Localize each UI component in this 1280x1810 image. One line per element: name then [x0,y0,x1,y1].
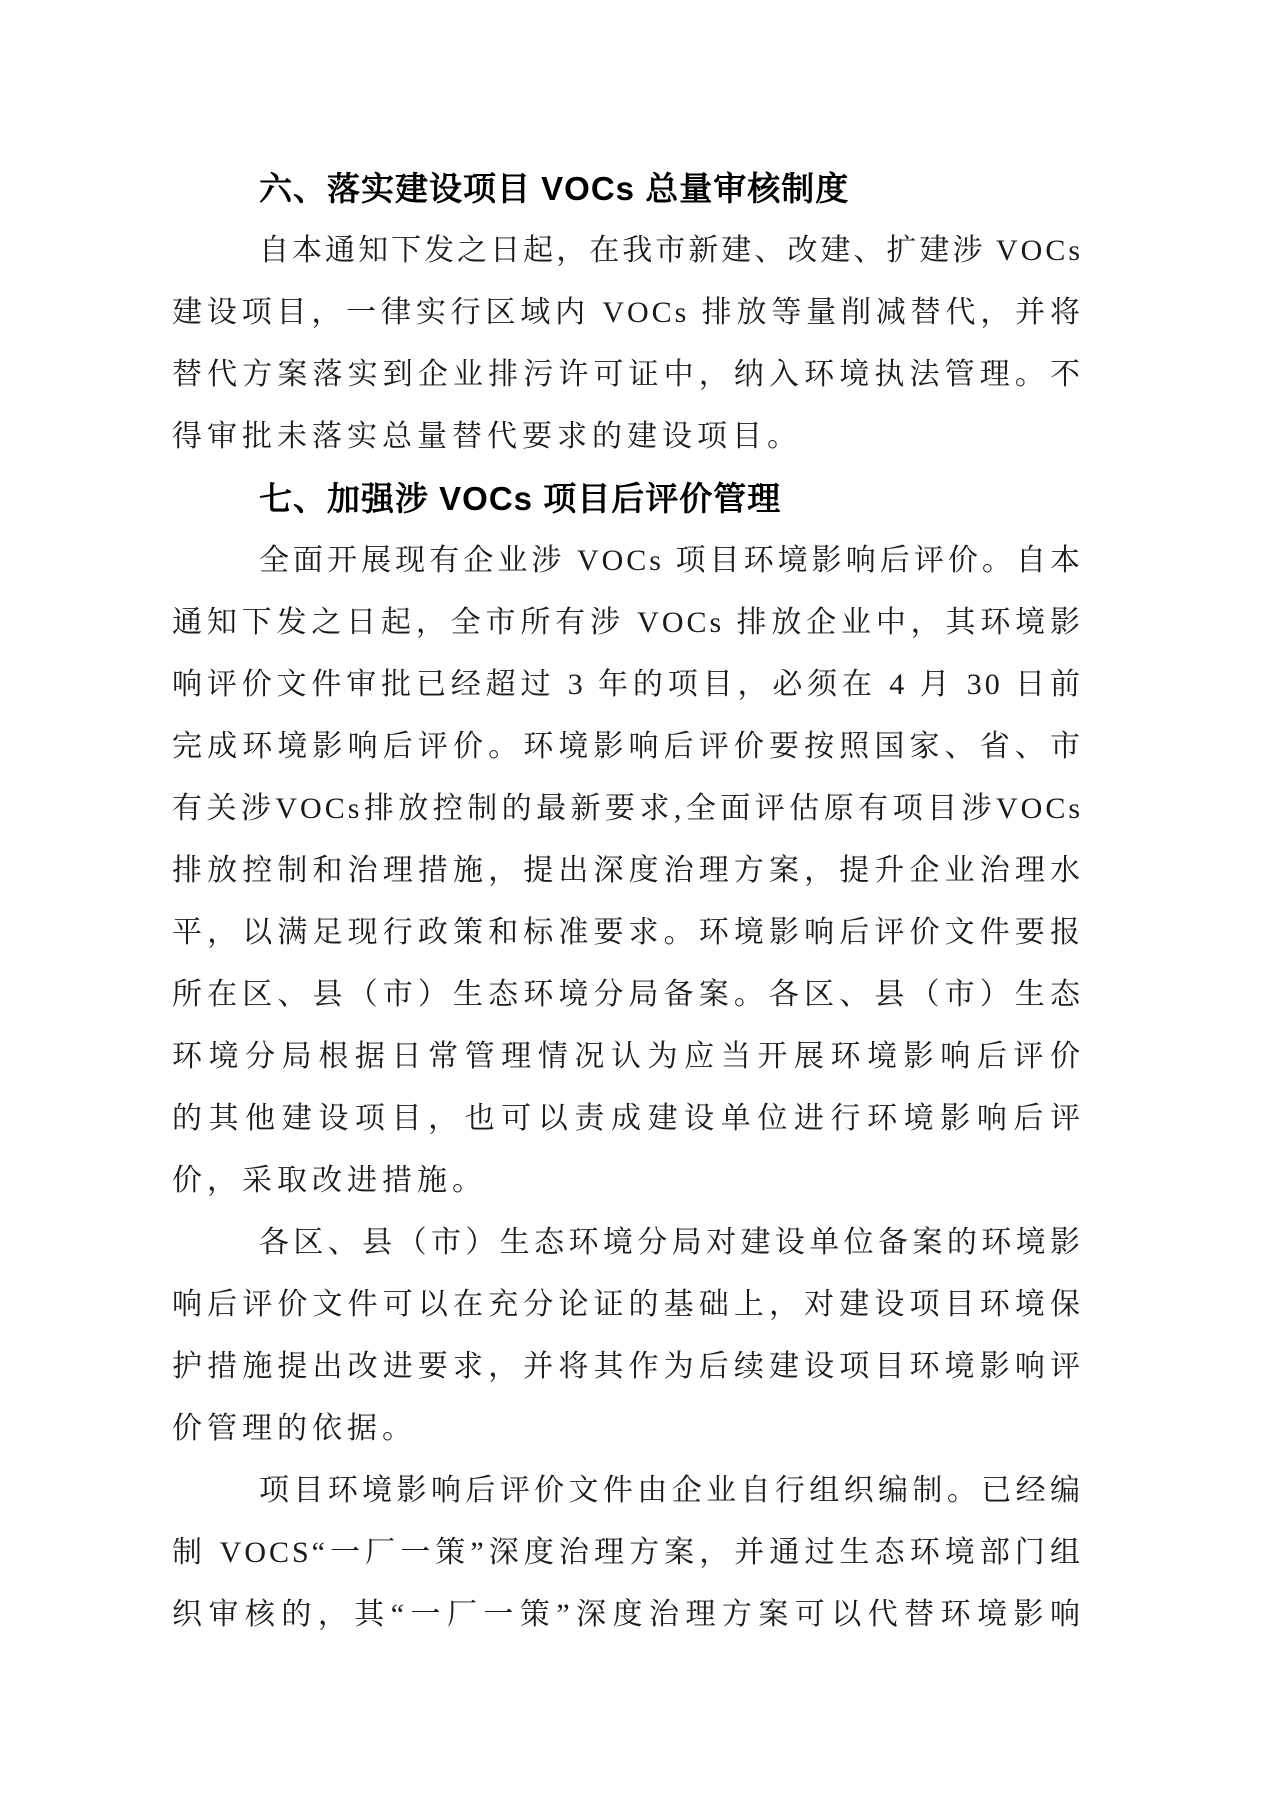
text-line: 替代方案落实到企业排污许可证中，纳入环境执法管理。不 [172,358,1083,391]
text-line: 所在区、县（市）生态环境分局备案。各区、县（市）生态 [172,978,1083,1011]
text-line: 项目环境影响后评价文件由企业自行组织编制。已经编 [259,1474,1083,1507]
text-line: 各区、县（市）生态环境分局对建设单位备案的环境影 [259,1226,1083,1259]
section-heading: 六、落实建设项目 VOCs 总量审核制度 [259,170,850,207]
text-line: 护措施提出改进要求，并将其作为后续建设项目环境影响评 [172,1350,1083,1383]
text-line: 的其他建设项目，也可以责成建设单位进行环境影响后评 [172,1102,1083,1135]
text-line: 织审核的，其“一厂一策”深度治理方案可以代替环境影响 [172,1598,1083,1631]
text-line: 有关涉VOCs排放控制的最新要求,全面评估原有项目涉VOCs [172,792,1083,825]
text-line: 建设项目，一律实行区域内 VOCs 排放等量削减替代，并将 [172,296,1083,329]
text-line: 响后评价文件可以在充分论证的基础上，对建设项目环境保 [172,1288,1083,1321]
text-line: 价，采取改进措施。 [172,1164,487,1197]
text-line: 通知下发之日起，全市所有涉 VOCs 排放企业中，其环境影 [172,606,1083,639]
text-line: 排放控制和治理措施，提出深度治理方案，提升企业治理水 [172,854,1083,887]
text-line: 价管理的依据。 [172,1412,417,1445]
text-line: 制 VOCS“一厂一策”深度治理方案，并通过生态环境部门组 [172,1536,1083,1569]
text-line: 自本通知下发之日起，在我市新建、改建、扩建涉 VOCs [259,234,1083,267]
text-line: 环境分局根据日常管理情况认为应当开展环境影响后评价 [172,1040,1083,1073]
text-line: 平，以满足现行政策和标准要求。环境影响后评价文件要报 [172,916,1083,949]
document-body [172,158,1083,1646]
section-heading: 七、加强涉 VOCs 项目后评价管理 [259,480,782,517]
text-line: 得审批未落实总量替代要求的建设项目。 [172,420,802,453]
text-line: 完成环境影响后评价。环境影响后评价要按照国家、省、市 [172,730,1083,763]
text-line: 响评价文件审批已经超过 3 年的项目，必须在 4 月 30 日前 [172,668,1083,701]
text-line: 全面开展现有企业涉 VOCs 项目环境影响后评价。自本 [259,544,1083,577]
